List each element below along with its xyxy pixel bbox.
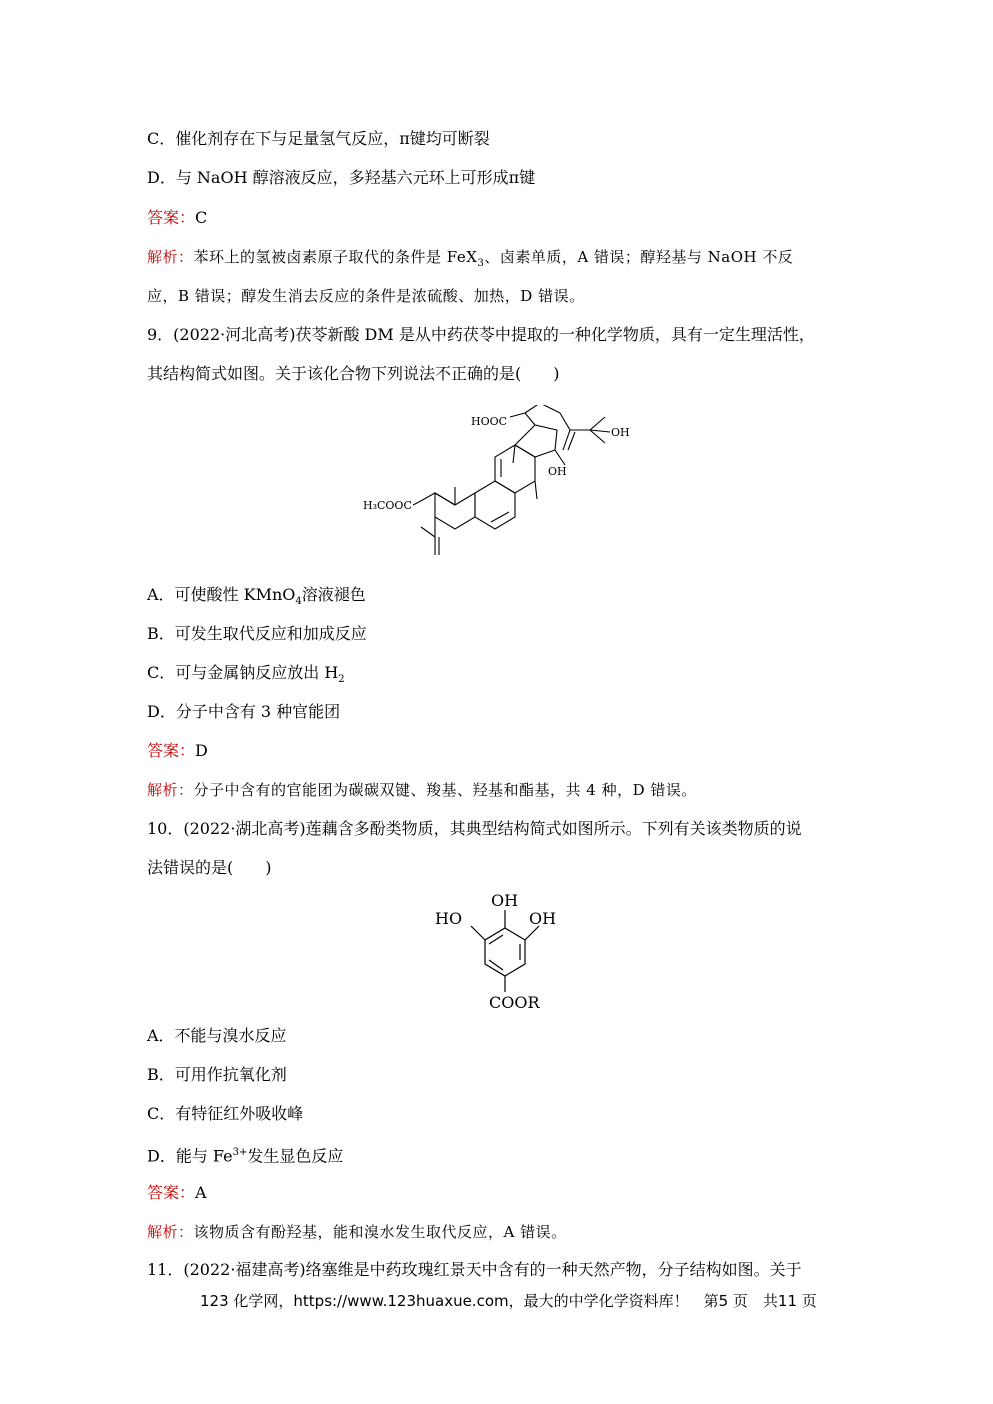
q10-stem-line1: 10．(2022·湖北高考)莲藕含多酚类物质，其典型结构简式如图所示。下列有关该类物质的说	[147, 819, 802, 838]
q10-structure-diagram	[425, 888, 575, 1016]
option-text: C．可与金属钠反应放出 H	[147, 663, 339, 682]
q9-stem-line2: 其结构简式如图。关于该化合物下列说法不正确的是( )	[147, 364, 560, 383]
superscript: 3+	[232, 1147, 248, 1158]
ho-label: HO	[435, 909, 463, 928]
explanation-label: 解析：	[147, 1223, 194, 1241]
ring-d	[515, 425, 557, 457]
ring-b	[475, 481, 515, 529]
explanation-text: 、卤素单质，A 错误；醇羟基与 NaOH 不反	[484, 248, 794, 266]
subscript: 2	[338, 674, 345, 686]
q9-option-d: D．分子中含有 3 种官能团	[147, 702, 341, 721]
q10-stem-line2: 法错误的是( )	[147, 858, 272, 877]
option-text: 发生显色反应	[247, 1146, 344, 1166]
oh-label: OH	[611, 426, 630, 439]
subscript: 3	[477, 258, 485, 269]
answer-value: D	[195, 741, 208, 760]
q9-option-b: B．可发生取代反应和加成反应	[147, 624, 367, 643]
answer-label: 答案：	[147, 208, 196, 227]
q10-answer	[147, 1182, 207, 1204]
q9-explanation	[147, 779, 697, 801]
hooc-label: HOOC	[471, 415, 508, 428]
oh-label: OH	[548, 465, 567, 478]
q8-explanation-line1	[147, 246, 793, 275]
option-text: D．能与 Fe	[147, 1146, 233, 1166]
explanation-label: 解析：	[147, 781, 194, 799]
page-footer: 123 化学网，https://www.123huaxue.com，最大的中学化学资料库！ 第5 页 共11 页	[200, 1292, 817, 1310]
benzene-ring	[485, 928, 525, 976]
oh-label: OH	[529, 909, 557, 928]
q9-option-a	[147, 584, 366, 613]
oh-label: OH	[491, 891, 519, 910]
q8-option-d: D．与 NaOH 醇溶液反应，多羟基六元环上可形成π键	[147, 168, 536, 187]
answer-value: C	[195, 208, 208, 227]
q10-explanation	[147, 1221, 567, 1243]
q8-answer	[147, 207, 207, 229]
q10-option-a: A．不能与溴水反应	[147, 1026, 287, 1045]
q10-option-c: C．有特征红外吸收峰	[147, 1104, 304, 1123]
answer-label: 答案：	[147, 1183, 196, 1202]
option-text: A．可使酸性 KMnO	[147, 585, 296, 604]
subscript: 4	[295, 596, 302, 608]
q9-option-c	[147, 662, 345, 691]
explanation-text: 该物质含有酚羟基，能和溴水发生取代反应，A 错误。	[193, 1223, 567, 1241]
answer-label: 答案：	[147, 741, 196, 760]
q8-option-c: C．催化剂存在下与足量氢气反应，π键均可断裂	[147, 129, 490, 148]
explanation-label: 解析：	[147, 248, 194, 266]
answer-value: A	[195, 1183, 207, 1202]
q8-explanation-line2: 应，B 错误；醇发生消去反应的条件是浓硫酸、加热，D 错误。	[147, 287, 585, 305]
q9-stem-line1: 9．(2022·河北高考)茯苓新酸 DM 是从中药茯苓中提取的一种化学物质，具有一定生理活性，	[147, 325, 815, 344]
q10-option-d	[147, 1142, 343, 1167]
h3cooc-label: H₃COOC	[363, 499, 412, 512]
q9-structure-diagram	[355, 405, 645, 565]
option-text: 溶液褪色	[301, 585, 366, 604]
explanation-text: 分子中含有的官能团为碳碳双键、羧基、羟基和酯基，共 4 种，D 错误。	[193, 781, 697, 799]
coor-label: COOR	[489, 993, 540, 1012]
explanation-text: 苯环上的氢被卤素原子取代的条件是 FeX	[193, 248, 478, 266]
q10-option-b: B．可用作抗氧化剂	[147, 1065, 287, 1084]
q9-answer	[147, 740, 208, 762]
q11-stem-line1: 11．(2022·福建高考)络塞维是中药玫瑰红景天中含有的一种天然产物，分子结构如图。关于	[147, 1260, 802, 1279]
